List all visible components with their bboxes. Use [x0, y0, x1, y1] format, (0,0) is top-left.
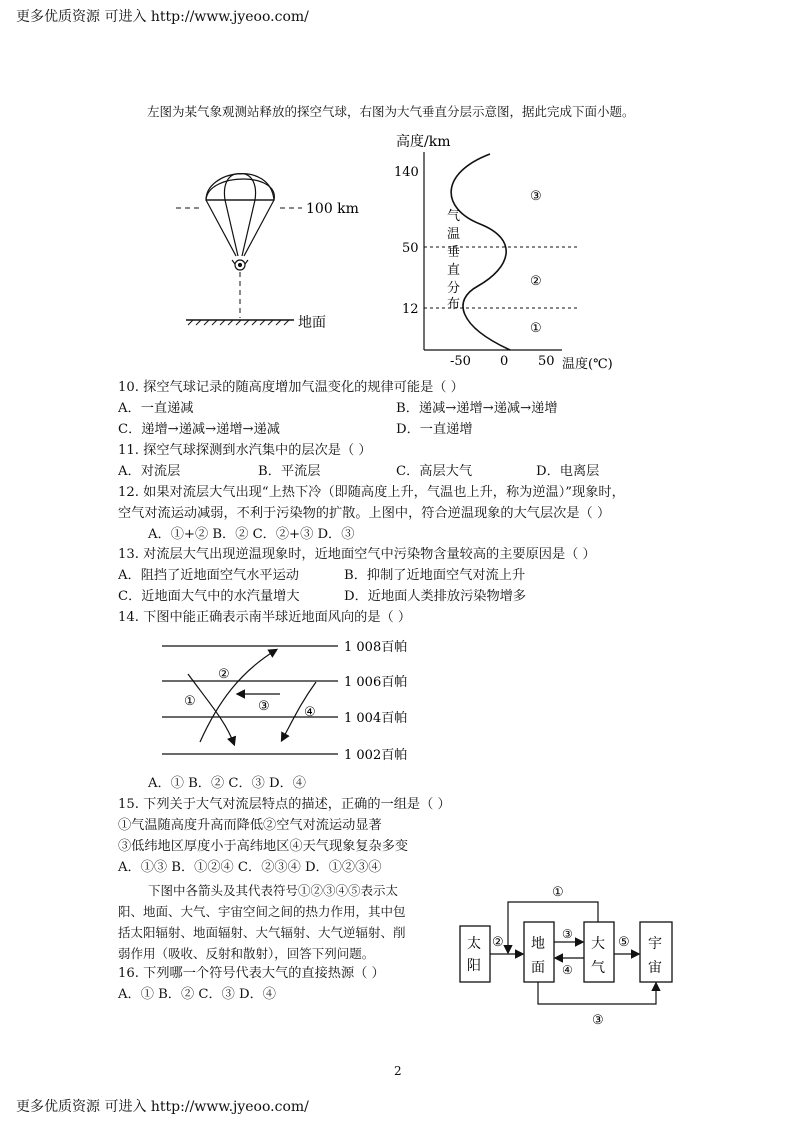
- intro2-line1: 下图中各箭头及其代表符号①②③④⑤表示太: [148, 883, 399, 898]
- svg-text:温: 温: [447, 227, 461, 242]
- y-tick-50: 50: [402, 241, 419, 256]
- q14-options: A．① B．② C．③ D．④: [148, 776, 306, 791]
- isobar-1006: 1 006百帕: [344, 675, 408, 690]
- q15-statement-2: ③低纬地区厚度小于高纬地区④天气现象复杂多变: [118, 839, 409, 854]
- balloon-icon: [206, 174, 274, 270]
- svg-text:地: 地: [531, 936, 545, 952]
- svg-text:垂: 垂: [447, 245, 461, 260]
- svg-text:宇: 宇: [648, 936, 662, 952]
- q15-stem: 15. 下列关于大气对流层特点的描述，正确的一组是（ ）: [118, 797, 451, 812]
- symbol-3: ③: [562, 927, 573, 941]
- q11-stem: 11. 探空气球探测到水汽集中的层次是（ ）: [118, 443, 372, 458]
- arrow-label-4: ④: [304, 705, 316, 720]
- q13-stem: 13. 对流层大气出现逆温现象时，近地面空气中污染物含量较高的主要原因是（ ）: [118, 547, 596, 562]
- q13-option-d: D．近地面人类排放污染物增多: [344, 589, 527, 604]
- symbol-4: ④: [562, 963, 573, 977]
- intro-text: 左图为某气象观测站释放的探空气球，右图为大气垂直分层示意图，据此完成下面小题。: [147, 104, 635, 119]
- q12-stem-line2: 空气对流运动减弱，不利于污染物的扩散。上图中，符合逆温现象的大气层次是（ ）: [118, 506, 611, 521]
- isobar-1002: 1 002百帕: [344, 748, 408, 763]
- layer-3-label: ③: [530, 189, 542, 204]
- q13-option-b: B．抑制了近地面空气对流上升: [344, 568, 526, 583]
- y-axis-title: 高度/km: [396, 134, 451, 150]
- symbol-3-bottom: ③: [592, 1013, 604, 1028]
- altitude-label: 100 km: [306, 201, 359, 217]
- q11-option-b: B．平流层: [258, 464, 321, 479]
- symbol-1: ①: [552, 885, 564, 900]
- arrow-label-2: ②: [218, 667, 230, 682]
- intro2-line2: 阳、地面、大气、宇宙空间之间的热力作用，其中包: [118, 904, 406, 919]
- svg-text:直: 直: [447, 263, 461, 278]
- q10-stem: 10. 探空气球记录的随高度增加气温变化的规律可能是（ ）: [118, 380, 464, 395]
- x-tick-50: 50: [538, 354, 555, 369]
- temperature-profile-figure: [380, 128, 630, 378]
- x-axis-title: 温度(℃): [562, 357, 613, 372]
- svg-text:气: 气: [447, 209, 461, 224]
- x-tick-neg50: -50: [450, 354, 471, 369]
- arrow-label-3: ③: [258, 699, 270, 714]
- page-footer: 更多优质资源 可进入 http://www.jyeoo.com/: [16, 1099, 309, 1115]
- isobar-1004: 1 004百帕: [344, 711, 408, 726]
- q13-option-a: A．阻挡了近地面空气水平运动: [118, 568, 299, 583]
- q10-option-a: A．一直递减: [118, 401, 194, 416]
- q15-statement-1: ①气温随高度升高而降低②空气对流运动显著: [118, 818, 382, 833]
- wind-arrow-2: [200, 650, 276, 742]
- q11-option-a: A．对流层: [118, 464, 181, 479]
- symbol-2: ②: [492, 935, 504, 950]
- q13-option-c: C．近地面大气中的水汽量增大: [118, 589, 300, 604]
- x-tick-0: 0: [500, 354, 509, 369]
- svg-text:太: 太: [467, 936, 481, 952]
- isobar-figure: [150, 632, 430, 768]
- q10-option-d: D．一直递增: [396, 422, 473, 437]
- q15-options: A．①③ B．①②④ C．②③④ D．①②③④: [118, 860, 382, 875]
- q11-option-c: C．高层大气: [396, 464, 473, 479]
- isobar-1008: 1 008百帕: [344, 640, 408, 655]
- page-number: 2: [394, 1064, 402, 1078]
- svg-text:宙: 宙: [648, 960, 662, 976]
- svg-text:大: 大: [591, 936, 605, 952]
- svg-text:面: 面: [531, 960, 545, 976]
- svg-text:分: 分: [447, 281, 461, 296]
- q16-options: A．① B．② C．③ D．④: [118, 987, 276, 1002]
- q10-option-b: B．递减→递增→递减→递增: [396, 401, 558, 416]
- q12-options: A．①+② B．② C．②+③ D．③: [148, 527, 355, 542]
- svg-text:布: 布: [447, 297, 461, 312]
- wind-arrow-1: [188, 674, 234, 744]
- balloon-figure: [170, 160, 370, 340]
- y-tick-12: 12: [402, 302, 419, 317]
- layer-2-label: ②: [530, 274, 542, 289]
- symbol-5: ⑤: [618, 935, 630, 950]
- intro2-line4: 弱作用（吸收、反射和散射），回答下列问题。: [118, 946, 375, 961]
- intro2-line3: 括太阳辐射、地面辐射、大气辐射、大气逆辐射、削: [118, 925, 406, 940]
- layer-1-label: ①: [530, 321, 542, 336]
- q14-stem: 14. 下图中能正确表示南半球近地面风向的是（ ）: [118, 610, 412, 625]
- svg-text:气: 气: [591, 960, 605, 976]
- q10-option-c: C．递增→递减→递增→递减: [118, 422, 280, 437]
- arrow-3-bottom: [538, 982, 656, 1004]
- q11-option-d: D．电离层: [536, 464, 600, 479]
- ground-hatching: [188, 320, 289, 325]
- heat-process-figure: [458, 878, 708, 1030]
- ground-label: 地面: [298, 315, 326, 331]
- y-tick-140: 140: [394, 165, 419, 180]
- q12-stem-line1: 12. 如果对流层大气出现“上热下冷（即随高度上升，气温也上升，称为逆温）”现象时，: [118, 485, 625, 500]
- arrow-label-1: ①: [184, 694, 196, 709]
- q16-stem: 16. 下列哪一个符号代表大气的直接热源（ ）: [118, 966, 385, 981]
- page-header: 更多优质资源 可进入 http://www.jyeoo.com/: [16, 9, 309, 25]
- svg-text:阳: 阳: [467, 958, 481, 974]
- curve-label: [447, 209, 460, 312]
